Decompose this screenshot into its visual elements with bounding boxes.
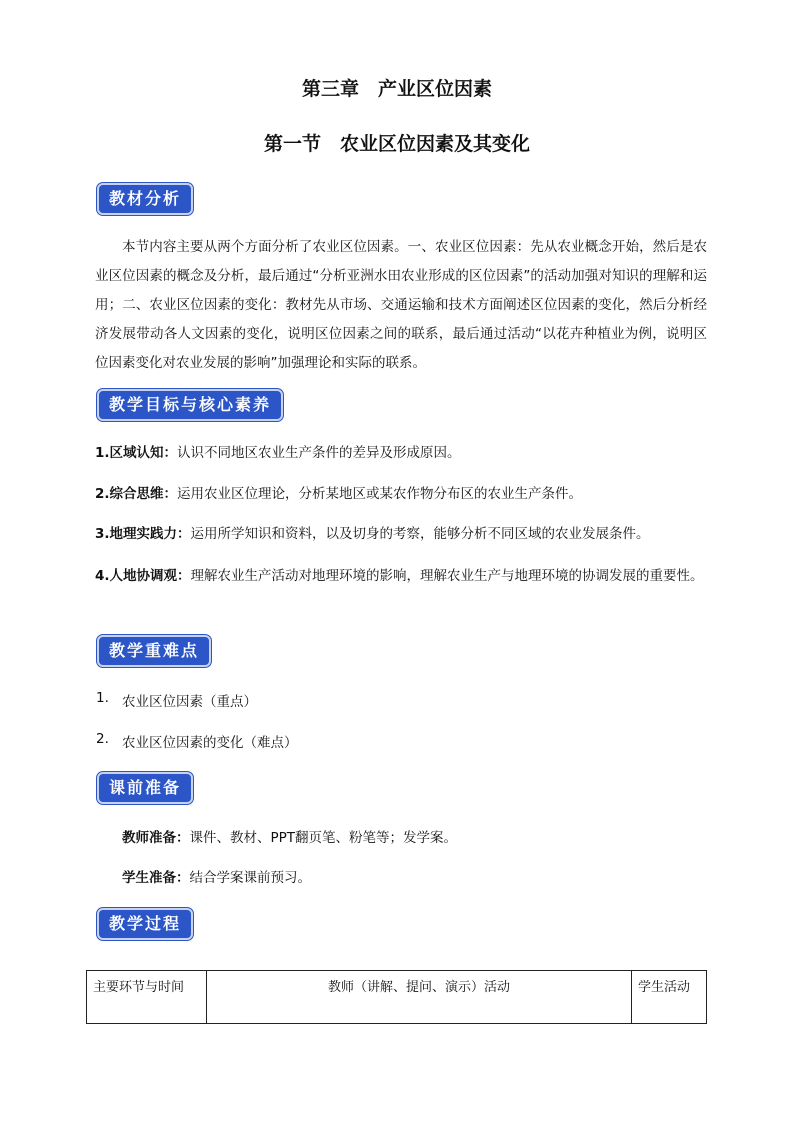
goal-text: 运用所学知识和资料，以及切身的考察，能够分析不同区域的农业发展条件。 — [190, 526, 650, 542]
goal-item — [95, 521, 707, 547]
keypoint-number: 1. — [96, 690, 109, 706]
teacher-prep-label: 教师准备： — [122, 830, 190, 846]
goal-text: 认识不同地区农业生产条件的差异及形成原因。 — [177, 445, 461, 461]
goal-item — [95, 481, 707, 507]
table-header-cell: 教师（讲解、提问、演示）活动 — [207, 971, 632, 1024]
section-badge-keypoints: 教学重难点 — [97, 635, 211, 667]
goal-label: 3.地理实践力： — [95, 526, 191, 542]
section-badge-process: 教学过程 — [97, 908, 193, 940]
table-header-cell: 主要环节与时间 — [87, 971, 207, 1024]
section-badge-prep: 课前准备 — [97, 772, 193, 804]
goal-label: 1.区域认知： — [95, 445, 178, 461]
student-prep-text: 结合学案课前预习。 — [189, 870, 311, 886]
section-badge-goals: 教学目标与核心素养 — [97, 389, 283, 421]
goal-label: 4.人地协调观： — [95, 568, 191, 584]
keypoint-number: 2. — [96, 731, 109, 747]
section-badge-analysis: 教材分析 — [97, 183, 193, 215]
student-prep — [122, 866, 311, 886]
goal-item — [95, 563, 707, 589]
teacher-prep — [122, 826, 457, 846]
goal-text: 运用农业区位理论，分析某地区或某农作物分布区的农业生产条件。 — [177, 486, 583, 502]
chapter-title: 第三章 产业区位因素 — [301, 78, 492, 100]
goal-text: 理解农业生产活动对地理环境的影响，理解农业生产与地理环境的协调发展的重要性。 — [190, 568, 704, 584]
goal-label: 2.综合思维： — [95, 486, 178, 502]
section-title: 第一节 农业区位因素及其变化 — [263, 133, 530, 155]
table-header-row — [87, 971, 707, 1024]
analysis-paragraph: 本节内容主要从两个方面分析了农业区位因素。一、农业区位因素：先从农业概念开始，然后是农业区位因素的概念及分析，最后通过“分析亚洲水田农业形成的区位因素”的活动加强对知识的理解和运用；二、农业区位因素的变化：教材先从市场、交通运输和技术方面阐述区位因素的变化，然后分析经济发展带动各人文因素的变化，说明区位因素之间的联系，最后通过活动“以花卉种植业为例，说明区位因素变化对农业发展的影响”加强理论和实际的联系。 — [95, 239, 707, 371]
goal-item — [95, 440, 707, 466]
teacher-prep-text: 课件、教材、PPT翻页笔、粉笔等；发学案。 — [189, 830, 458, 846]
student-prep-label: 学生准备： — [122, 870, 190, 886]
process-table — [86, 970, 707, 1024]
table-header-cell: 学生活动 — [632, 971, 707, 1024]
keypoint-text: 农业区位因素（重点） — [122, 694, 257, 710]
keypoint-text: 农业区位因素的变化（难点） — [122, 735, 298, 751]
